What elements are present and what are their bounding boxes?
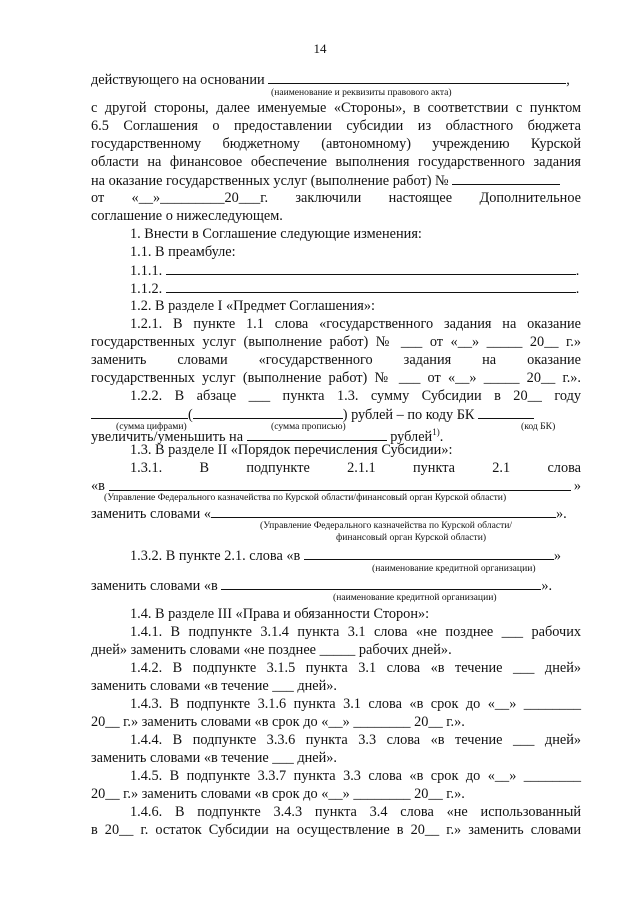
blank-line bbox=[268, 70, 566, 84]
text-fragment: . bbox=[575, 281, 580, 297]
text-line bbox=[130, 546, 581, 564]
caption: финансовый орган Курской области) bbox=[336, 532, 487, 543]
caption: (Управление Федерального казначейства по Курской области/финансовый орган Курской области) bbox=[104, 492, 507, 503]
text-line: 1.2.2. В абзаце ___ пункта 1.3. сумму Субсидии в 20__ году bbox=[130, 388, 581, 404]
text-fragment: . bbox=[439, 428, 444, 445]
text-line: 1.1. В преамбуле: bbox=[130, 244, 236, 260]
text-line: соглашение о нижеследующем. bbox=[91, 208, 283, 224]
text-fragment: заменить словами «в bbox=[91, 578, 218, 594]
blank-line bbox=[247, 427, 387, 441]
text-line: 1.4.3. В подпункте 3.1.6 пункта 3.1 слова «в срок до «__» ________ bbox=[130, 696, 581, 712]
text-line: 1.4.5. В подпункте 3.3.7 пункта 3.3 слова «в срок до «__» ________ bbox=[130, 768, 581, 784]
text-fragment: ». bbox=[556, 506, 567, 522]
caption: (сумма прописью) bbox=[271, 421, 346, 432]
text-line: 1.3.1. В подпункте 2.1.1 пункта 2.1 слова bbox=[130, 460, 581, 476]
blank-line bbox=[211, 504, 556, 518]
caption: (наименование кредитной организации) bbox=[333, 592, 497, 603]
caption: (наименование и реквизиты правового акта) bbox=[271, 87, 452, 98]
text-line: государственному бюджетному (автономному) учреждению Курской bbox=[91, 136, 581, 152]
blank-line bbox=[109, 477, 571, 491]
blank-line bbox=[166, 279, 576, 293]
text-line: от «__»_________20___г. заключили настоящее Дополнительное bbox=[91, 190, 581, 206]
caption: (наименование кредитной организации) bbox=[372, 563, 536, 574]
text-line: с другой стороны, далее именуемые «Стороны», в соответствии с пунктом bbox=[91, 100, 581, 116]
page-number: 14 bbox=[313, 41, 327, 56]
text-fragment: заменить словами « bbox=[91, 506, 211, 522]
caption: (Управление Федерального казначейства по Курской области/ bbox=[260, 520, 513, 531]
text-line: заменить словами «в течение ___ дней». bbox=[91, 750, 337, 766]
text-line: в 20__ г. остаток Субсидии на осуществление в 20__ г.» заменить словами bbox=[91, 822, 581, 838]
text-line bbox=[91, 171, 581, 189]
caption: (код БК) bbox=[521, 421, 556, 432]
text-fragment: ( bbox=[188, 407, 193, 423]
blank-line bbox=[304, 546, 554, 560]
text-line: 1.4.1. В подпункте 3.1.4 пункта 3.1 слова «не позднее ___ рабочих bbox=[130, 624, 581, 640]
text-fragment: 1.1.1. bbox=[130, 263, 163, 279]
text-line: 1.2. В разделе I «Предмет Соглашения»: bbox=[130, 298, 375, 314]
text-fragment: рублей bbox=[390, 428, 433, 445]
text-fragment: » bbox=[553, 548, 561, 564]
blank-line bbox=[478, 405, 534, 419]
text-line: 1.4.4. В подпункте 3.3.6 пункта 3.3 слова «в течение ___ дней» bbox=[130, 732, 581, 748]
text-fragment: на оказание государственных услуг (выполнение работ) № bbox=[91, 173, 449, 189]
text-fragment: 1.1.2. bbox=[130, 281, 163, 297]
text-fragment: увеличить/уменьшить на bbox=[91, 428, 244, 445]
text-fragment: ) рублей – по коду БК bbox=[342, 407, 475, 423]
text-line: государственных услуг (выполнение работ) № ___ от «__» _____ 20__ г.». bbox=[91, 370, 581, 386]
text-line: заменить словами «в течение ___ дней». bbox=[91, 678, 337, 694]
text-line bbox=[91, 423, 581, 445]
text-fragment: «в bbox=[91, 478, 105, 494]
text-line bbox=[130, 261, 581, 279]
text-line: 1.2.1. В пункте 1.1 слова «государственного задания на оказание bbox=[130, 316, 581, 332]
blank-line bbox=[221, 576, 541, 590]
text-line: 1.4.2. В подпункте 3.1.5 пункта 3.1 слова «в течение ___ дней» bbox=[130, 660, 581, 676]
text-line: 1.3. В разделе II «Порядок перечисления Субсидии»: bbox=[130, 442, 453, 458]
blank-line bbox=[452, 171, 560, 185]
text-line: заменить словами «государственного задания на оказание bbox=[91, 352, 581, 368]
footnote-marker: 1) bbox=[432, 427, 440, 437]
blank-line bbox=[91, 405, 188, 419]
text-line: 20__ г.» заменить словами «в срок до «__» ________ 20__ г.». bbox=[91, 714, 465, 730]
text-line: области на финансовое обеспечение выполнения государственного задания bbox=[91, 154, 581, 170]
text-line: 1.4.6. В подпункте 3.4.3 пункта 3.4 слова «не использованный bbox=[130, 804, 581, 820]
text-fragment: , bbox=[566, 72, 570, 88]
blank-line bbox=[193, 405, 343, 419]
text-line: дней» заменить словами «не позднее _____ рабочих дней». bbox=[91, 642, 452, 658]
text-line: 6.5 Соглашения о предоставлении субсидии из областного бюджета bbox=[91, 118, 581, 134]
caption: (сумма цифрами) bbox=[116, 421, 187, 432]
text-line bbox=[130, 279, 581, 297]
text-fragment: ». bbox=[541, 578, 553, 594]
text-fragment: . bbox=[575, 263, 580, 279]
text-fragment: действующего на основании bbox=[91, 72, 265, 88]
text-line: государственных услуг (выполнение работ) № ___ от «__» _____ 20__ г.» bbox=[91, 334, 581, 350]
blank-line bbox=[166, 261, 576, 275]
text-line: 1.4. В разделе III «Права и обязанности Сторон»: bbox=[130, 606, 430, 622]
text-line: 20__ г.» заменить словами «в срок до «__» ________ 20__ г.». bbox=[91, 786, 465, 802]
text-line: 1. Внести в Соглашение следующие изменения: bbox=[130, 226, 422, 242]
text-line bbox=[91, 70, 581, 88]
text-fragment: » bbox=[573, 478, 581, 494]
text-fragment: 1.3.2. В пункте 2.1. слова «в bbox=[130, 548, 301, 564]
